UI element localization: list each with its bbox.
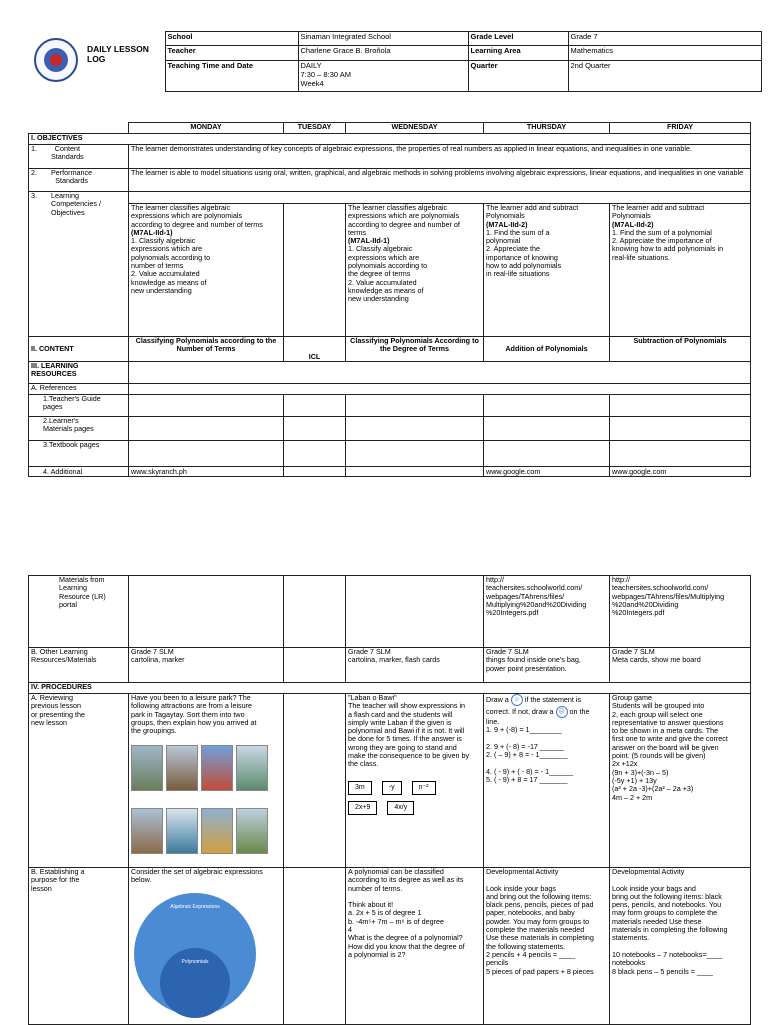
lc-thursday: The learner add and subtract Polynomials (M7AL-IId-2) 1. Find the sum of a polynomial 2. Appreciate the importance of knowing how to add polynomials in real-life situations [484, 204, 610, 337]
additional-friday: www.google.com [610, 467, 751, 477]
grade-label: Grade Level [468, 32, 568, 46]
references-label: A. References [29, 384, 129, 395]
day-thursday: THURSDAY [484, 123, 610, 134]
lc-tuesday [284, 204, 346, 337]
grade-value: Grade 7 [568, 32, 761, 46]
lr-thursday: http:// teachersites.schoolworld.com/ webpages/TAhrens/files/ Multiplying%20and%20Dividing %20Integers.pdf [484, 576, 610, 648]
day-tuesday: TUESDAY [284, 123, 346, 134]
tg-pages-label: 1.Teacher's Guide pages [29, 395, 129, 417]
lm-pages-label: 2.Learner's Materials pages [29, 417, 129, 441]
lr-friday: http:// teachersites.schoolworld.com/ webpages/TAhrens/files/Multiplying %20and%20Dividing %20Integers.pdf [610, 576, 751, 648]
lesson-table-page1 [28, 122, 751, 477]
lesson-table-page2 [28, 575, 751, 1025]
time-label: Teaching Time and Date [165, 61, 298, 92]
proc-b-label: B. Establishing a purpose for the lesson [29, 868, 129, 1025]
lc-friday: The learner add and subtract Polynomials (M7AL-IId-2) 1. Find the sum of a polynomial 2. Appreciate the importance of knowing how to add polynomials in real-life situations. [610, 204, 751, 337]
deped-seal-logo [34, 38, 78, 82]
day-friday: FRIDAY [610, 123, 751, 134]
proc-a-wednesday: "Laban o Bawi" The teacher will show expressions in a flash card and the students will simply write Laban if the given is polynomial and Bawi if it is not. It will be done for 5 times. If the answer is wrong they are going to stand and make the consequence to be given by the class. 3m -y n⁻² 2x+9 4x/y [346, 694, 484, 868]
content-standards-text: The learner demonstrates understanding of key concepts of algebraic expressions, the properties of real numbers as applied in linear equations, and inequalities in one variable. [129, 145, 751, 169]
other-thursday: Grade 7 SLM things found inside one's bag, power point presentation. [484, 648, 610, 683]
proc-a-label: A. Reviewing previous lesson or presenting the new lesson [29, 694, 129, 868]
header-table [85, 31, 762, 92]
additional-monday: www.skyranch.ph [129, 467, 284, 477]
teacher-label: Teacher [165, 46, 298, 61]
attraction-photo [131, 745, 163, 791]
additional-label: 4. Additional [29, 467, 129, 477]
venn-outer-circle: Algebraic Expressions Polynomials [134, 893, 256, 1015]
other-friday: Grade 7 SLM Meta cards, show me board [610, 648, 751, 683]
content-wednesday: Classifying Polynomials According to the Degree of Terms [346, 337, 484, 362]
proc-a-monday: Have you been to a leisure park? The following attractions are from a leisure park in Tagaytay. Sort them into two groups, then explain how you arrived at the groupings. [129, 694, 284, 868]
smiley-face-icon: ☺ [511, 694, 523, 706]
performance-standards-label: 2. Performance Standards [29, 169, 129, 192]
day-monday: MONDAY [129, 123, 284, 134]
attraction-photos-row1 [131, 745, 281, 793]
other-monday: Grade 7 SLM cartolina, marker [129, 648, 284, 683]
additional-thursday: www.google.com [484, 467, 610, 477]
proc-a-friday: Group game Students will be grouped into 2, each group will select one representative to answer questions to be shown in a meta cards. The first one to write and give the correct answer on the board will be given point. (5 rounds will be given) 2x +12x (9n + 3)+(-3n – 5) (-5y +1) + 13y (a² + 2a -3)+(2a² – 2a +3) 4m – 2 + 2m [610, 694, 751, 868]
objectives-heading: I. OBJECTIVES [29, 134, 751, 145]
attraction-photo [131, 808, 163, 854]
flash-card: -y [382, 781, 402, 795]
area-label: Learning Area [468, 46, 568, 61]
area-value: Mathematics [568, 46, 761, 61]
school-value: Sinaman Integrated School [298, 32, 468, 46]
content-friday: Subtraction of Polynomials [610, 337, 751, 362]
attraction-photos-row2 [131, 808, 281, 856]
content-heading: II. CONTENT [29, 337, 129, 362]
other-resources-label: B. Other Learning Resources/Materials [29, 648, 129, 683]
learning-competencies-label: 3. Learning Competencies / Objectives [29, 192, 129, 337]
textbook-pages-label: 3.Textbook pages [29, 441, 129, 467]
proc-b-thursday: Developmental Activity Look inside your bags and bring out the following items: black pens, pencils, pieces of pad paper, notebooks, and baby powder. You may form groups to complete the materials needed Use these materials in completing the following statements. 2 pencils + 4 pencils = ____ pencils 5 pieces of pad papers + 8 pieces [484, 868, 610, 1025]
sad-face-icon: ☹ [556, 706, 568, 718]
flash-card: n⁻² [412, 781, 436, 795]
proc-b-wednesday: A polynomial can be classified according to its degree as well as its number of terms. Think about it! a. 2x + 5 is of degree 1 b. -4m⁵+ 7m – m⁶ is of degree 4 What is the degree of a polynomial? How did you know that the degree of a polynomial is 2? [346, 868, 484, 1025]
lr-portal-label: Materials from Learning Resource (LR) portal [29, 576, 129, 648]
proc-b-monday: Consider the set of algebraic expressions below. Algebraic Expressions Polynomials [129, 868, 284, 1025]
dll-title: DAILY LESSON LOG [87, 43, 149, 64]
attraction-photo [236, 808, 268, 854]
day-wednesday: WEDNESDAY [346, 123, 484, 134]
procedures-heading: IV. PROCEDURES [29, 683, 751, 694]
content-thursday: Addition of Polynomials [484, 337, 610, 362]
content-standards-label: 1. Content Standards [29, 145, 129, 169]
performance-standards-text: The learner is able to model situations using oral, written, graphical, and algebraic methods in solving problems involving algebraic expressions, linear equations, and inequalities in one variable [129, 169, 751, 192]
time-value: DAILY 7:30 – 8:30 AM Week4 [298, 61, 468, 92]
attraction-photo [166, 808, 198, 854]
school-label: School [165, 32, 298, 46]
proc-b-friday: Developmental Activity Look inside your bags and bring out the following items: black pens, pencils, and notebooks. You may form groups to complete the materials needed Use these materials in completing the following statements. 10 notebooks – 7 notebooks=____ notebooks 8 black pens – 5 pencils = ____ [610, 868, 751, 1025]
content-tuesday: ICL [284, 337, 346, 362]
learning-resources-heading: III. LEARNING RESOURCES [29, 362, 129, 384]
venn-inner-circle: Polynomials [160, 948, 230, 1018]
proc-a-thursday: Draw a ☺ if the statement is correct. If not, draw a ☹ on the line. 1. 9 + (-8) = 1________ 2. 9 + (- 8) = -17 ______ 2. ( – 9) + 8 = - 1_______ 4. ( - 9) + ( - 8) = - 1______ 5. ( - 9) + 8 = 17 _______ [484, 694, 610, 868]
other-wednesday: Grade 7 SLM cartolina, marker, flash cards [346, 648, 484, 683]
flash-card: 2x+9 [348, 801, 377, 815]
attraction-photo [201, 745, 233, 791]
flash-card: 3m [348, 781, 372, 795]
quarter-label: Quarter [468, 61, 568, 92]
flash-card: 4x/y [387, 801, 414, 815]
quarter-value: 2nd Quarter [568, 61, 761, 92]
attraction-photo [236, 745, 268, 791]
lc-wednesday: The learner classifies algebraic expressions which are polynomials according to degree and number of terms (M7AL-IId-1) 1. Classify algebraic expressions which are polynomials according to the degree of terms 2. Value accumulated knowledge as means of new understanding [346, 204, 484, 337]
content-monday: Classifying Polynomials according to the Number of Terms [129, 337, 284, 362]
lc-monday: The learner classifies algebraic expressions which are polynomials according to degree and number of terms (M7AL-IId-1) 1. Classify algebraic expressions which are polynomials according to number of terms 2. Value accumulated knowledge as means of new understanding [129, 204, 284, 337]
attraction-photo [201, 808, 233, 854]
teacher-value: Charlene Grace B. Broñola [298, 46, 468, 61]
attraction-photo [166, 745, 198, 791]
